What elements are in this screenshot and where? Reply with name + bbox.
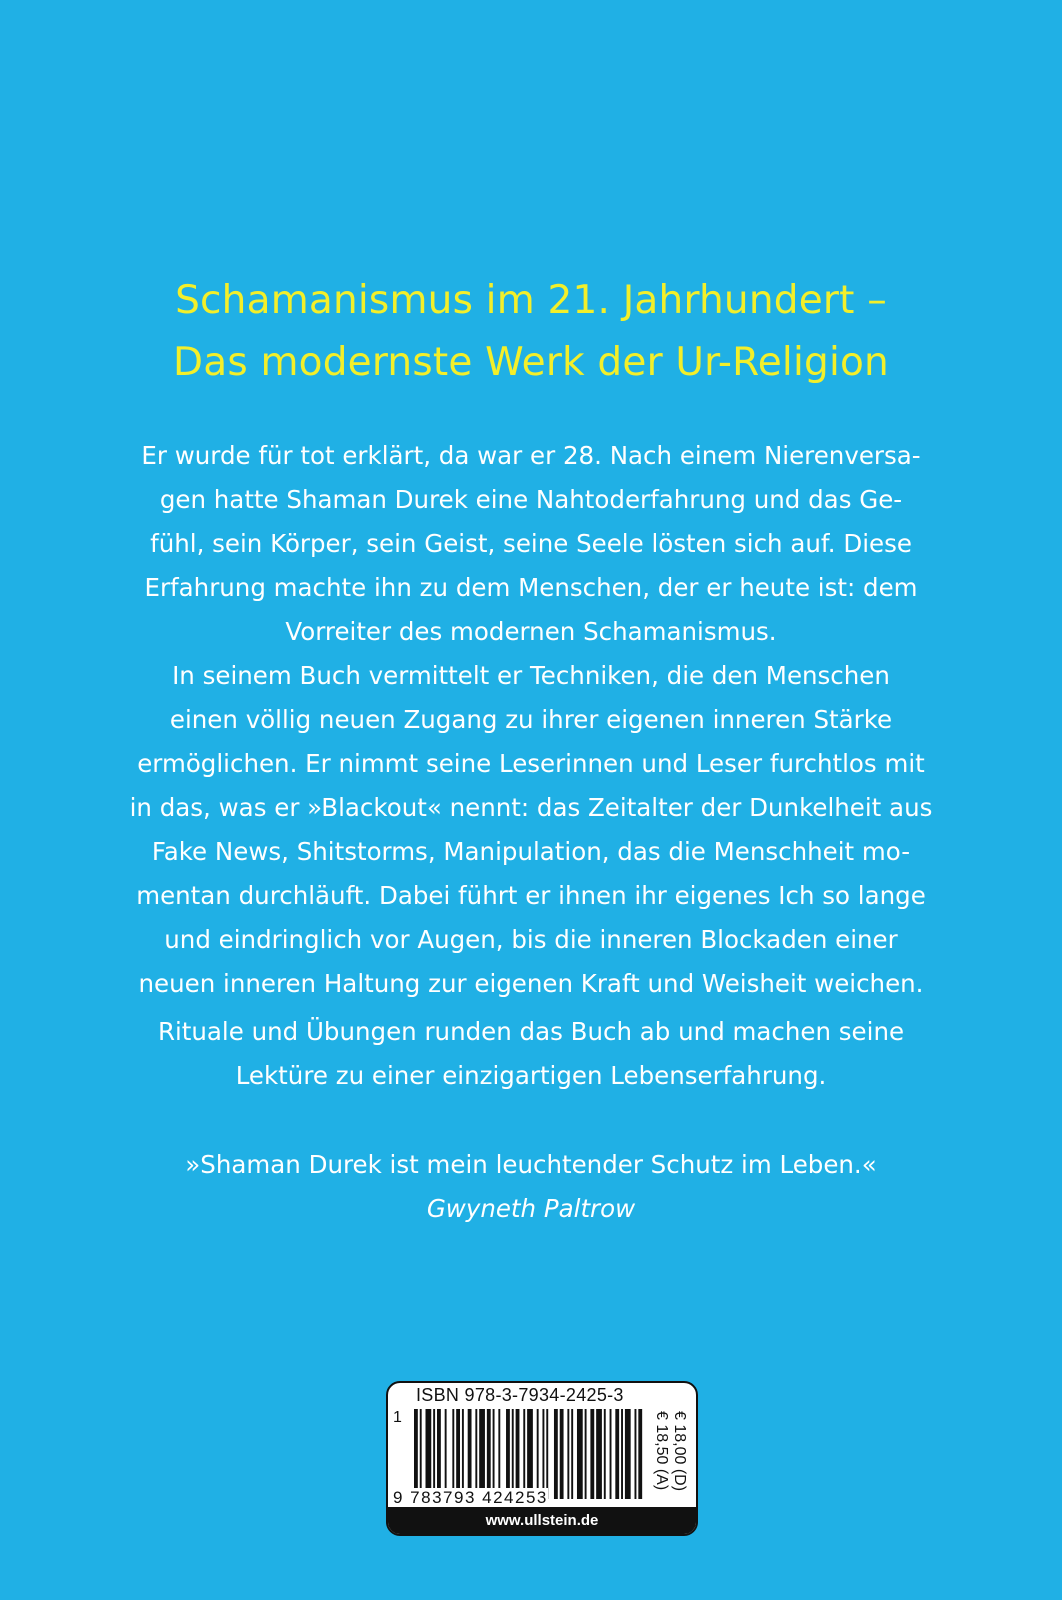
barcode-bar (615, 1409, 619, 1499)
barcode-lead-digit: 1 (393, 1409, 402, 1426)
barcode-bar (437, 1409, 441, 1499)
barcode-bar (537, 1409, 539, 1499)
barcode-bar (426, 1409, 432, 1499)
barcode-bar (420, 1409, 422, 1499)
barcode-bar (475, 1409, 477, 1499)
blurb-line: Lektüre zu einer einzigartigen Lebenserfahrung. (235, 1061, 827, 1090)
isbn-number: ISBN 978-3-7934-2425-3 (416, 1385, 624, 1405)
testimonial (0, 1143, 1062, 1231)
barcode-bar (621, 1409, 623, 1499)
blurb-paragraph-2 (128, 654, 934, 1006)
barcode-image (414, 1409, 646, 1499)
barcode-bar (433, 1409, 435, 1499)
barcode-bar (571, 1409, 573, 1499)
blurb-paragraph-1 (128, 434, 934, 654)
headline-line-1: Schamanismus im 21. Jahrhundert – (175, 278, 887, 323)
barcode-label (386, 1381, 698, 1536)
barcode-bar (542, 1409, 544, 1499)
barcode-bar (456, 1409, 460, 1499)
barcode-bar (462, 1409, 464, 1499)
blurb-line: Erfahrung machte ihn zu dem Menschen, der er heute ist: dem (144, 573, 918, 602)
barcode-bar (596, 1409, 602, 1499)
barcode-bar (479, 1409, 485, 1499)
barcode-bar (625, 1409, 631, 1499)
barcode-bar (512, 1409, 514, 1499)
testimonial-text: »Shaman Durek ist mein leuchtender Schutz im Leben.« (185, 1150, 877, 1179)
price-germany: € 18,00 (D) (671, 1411, 688, 1492)
publisher-website: www.ullstein.de (388, 1507, 696, 1534)
barcode-bar (610, 1409, 612, 1499)
barcode-bar (445, 1409, 447, 1499)
headline-line-2: Das modernste Werk der Ur-Religion (173, 340, 889, 385)
book-headline (0, 270, 1062, 394)
barcode-bar (493, 1409, 495, 1499)
blurb-line: mentan durchläuft. Dabei führt er ihnen ihr eigenes Ich so lange (136, 881, 926, 910)
barcode-bar (604, 1409, 606, 1499)
barcode-bar (585, 1409, 587, 1499)
barcode-bar (414, 1409, 418, 1499)
blurb-line: Er wurde für tot erklärt, da war er 28. Nach einem Nierenversa- (141, 441, 921, 470)
testimonial-author: Gwyneth Paltrow (426, 1194, 636, 1223)
blurb-line: ermöglichen. Er nimmt seine Leserinnen und Leser furchtlos mit (137, 749, 925, 778)
blurb-line: und eindringlich vor Augen, bis die inneren Blockaden einer (164, 925, 898, 954)
blurb-line: Vorreiter des modernen Schamanismus. (285, 617, 777, 646)
price-column (653, 1401, 696, 1497)
barcode-bar (516, 1409, 520, 1499)
barcode-bar (577, 1409, 583, 1499)
blurb-line: neuen inneren Haltung zur eigenen Kraft und Weisheit weichen. (138, 969, 924, 998)
barcode-bar (468, 1409, 472, 1499)
barcode-bar (498, 1409, 500, 1499)
barcode-bar (638, 1409, 642, 1499)
blurb-text (128, 434, 934, 1098)
barcode-bar (506, 1409, 510, 1499)
barcode-bar (452, 1409, 454, 1499)
barcode-bar (590, 1409, 594, 1499)
barcode-bar (554, 1409, 558, 1499)
blurb-line: Fake News, Shitstorms, Manipulation, das die Menschheit mo- (151, 837, 911, 866)
barcode-bar (487, 1409, 491, 1499)
price-austria: € 18,50 (A) (653, 1411, 670, 1491)
barcode-digits: 9 783793 424253 (393, 1488, 548, 1507)
blurb-line: Rituale und Übungen runden das Buch ab und machen seine (157, 1017, 905, 1046)
blurb-line: gen hatte Shaman Durek eine Nahtoderfahrung und das Ge- (159, 485, 903, 514)
barcode-bar (523, 1409, 525, 1499)
blurb-line: in das, was er »Blackout« nennt: das Zeitalter der Dunkelheit aus (129, 793, 933, 822)
blurb-line: einen völlig neuen Zugang zu ihrer eigenen inneren Stärke (169, 705, 893, 734)
blurb-paragraph-3 (128, 1010, 934, 1098)
barcode-bar (546, 1409, 548, 1499)
barcode-bar (567, 1409, 569, 1499)
barcode-bar (527, 1409, 533, 1499)
barcode-bar (560, 1409, 564, 1499)
barcode-bar (634, 1409, 636, 1499)
blurb-line: fühl, sein Körper, sein Geist, seine Seele lösten sich auf. Diese (150, 529, 912, 558)
blurb-line: In seinem Buch vermittelt er Techniken, die den Menschen (172, 661, 890, 690)
